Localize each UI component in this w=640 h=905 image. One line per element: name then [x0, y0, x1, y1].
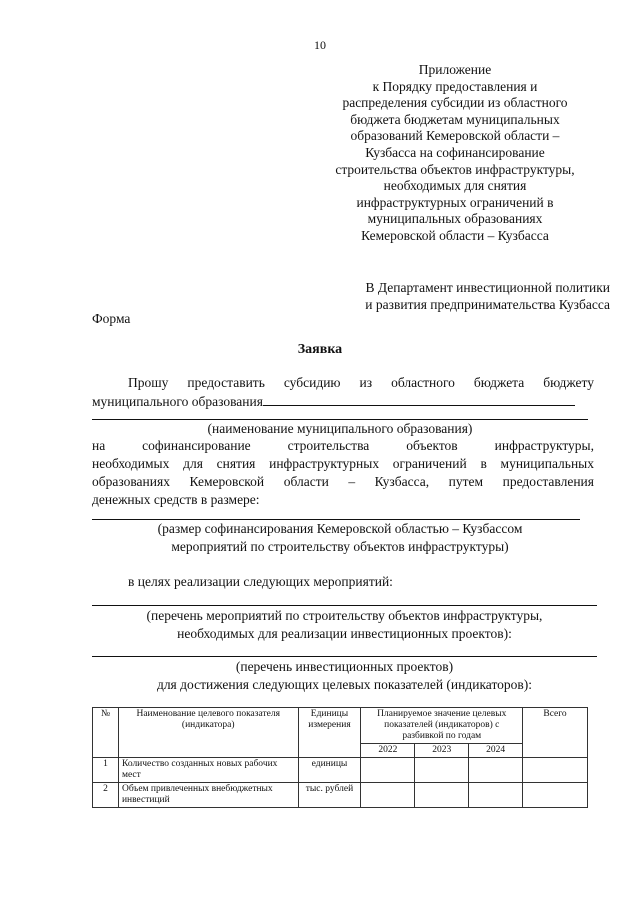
- cell-2023[interactable]: [415, 758, 469, 783]
- row-unit: единицы: [298, 758, 361, 783]
- appendix-line: Кузбасса на софинансирование: [365, 144, 545, 160]
- para-line: денежных средств в размере:: [92, 492, 260, 507]
- table-row: [93, 783, 588, 808]
- header-year: 2024: [469, 744, 523, 758]
- cell-2024[interactable]: [469, 783, 523, 808]
- caption-amount-1: (размер софинансирования Кемеровской областью – Кузбассом: [157, 521, 523, 536]
- appendix-line: инфраструктурных ограничений в: [356, 194, 554, 210]
- measures-line[interactable]: [92, 605, 597, 606]
- cell-2024[interactable]: [469, 758, 523, 783]
- appendix-line: бюджета бюджетам муниципальных: [350, 111, 560, 127]
- para-line: образованиях Кемеровской области – Кузбасса, путем предоставления: [92, 474, 594, 489]
- caption-projects-2: для достижения следующих целевых показателей (индикаторов):: [156, 677, 533, 692]
- cell-2023[interactable]: [415, 783, 469, 808]
- appendix-line: муниципальных образованиях: [367, 211, 543, 227]
- appendix-line: распределения субсидии из областного: [342, 95, 568, 111]
- header-name: Наименование целевого показателя (индикатора): [118, 708, 298, 758]
- caption-municipality: (наименование муниципального образования): [207, 421, 473, 436]
- request-line-1: Прошу предоставить субсидию из областного бюджета бюджету: [128, 375, 594, 390]
- municipality-line: [92, 419, 588, 420]
- appendix-line: образований Кемеровской области –: [350, 128, 560, 144]
- cell-2022[interactable]: [361, 758, 415, 783]
- cell-total[interactable]: [523, 783, 588, 808]
- caption-measures-1: (перечень мероприятий по строительству объектов инфраструктуры,: [146, 608, 543, 623]
- header-year: 2023: [415, 744, 469, 758]
- header-num: №: [93, 708, 119, 758]
- cell-2022[interactable]: [361, 783, 415, 808]
- municipality-blank[interactable]: [263, 393, 575, 406]
- para-line: на софинансирование строительства объектов инфраструктуры,: [92, 438, 594, 453]
- table-header-row: [93, 708, 588, 744]
- document-title: Заявка: [297, 342, 343, 357]
- appendix-line: Кемеровской области – Кузбасса: [361, 227, 549, 243]
- para-line: необходимых для снятия инфраструктурных ограничений в муниципальных: [92, 456, 594, 471]
- indicators-table: [92, 707, 588, 808]
- caption-measures-2: необходимых для реализации инвестиционных проектов):: [177, 626, 512, 641]
- row-num: 2: [93, 783, 119, 808]
- table-row: [93, 758, 588, 783]
- request-line-2-text: муниципального образования: [92, 394, 263, 409]
- appendix-line: Приложение: [418, 62, 492, 77]
- projects-line[interactable]: [92, 656, 597, 657]
- row-unit: тыс. рублей: [298, 783, 361, 808]
- row-num: 1: [93, 758, 119, 783]
- caption-amount-2: мероприятий по строительству объектов инфраструктуры): [171, 539, 509, 554]
- appendix-line: необходимых для снятия: [383, 178, 527, 194]
- appendix-line: строительства объектов инфраструктуры,: [335, 161, 575, 177]
- header-unit: Единицы измерения: [298, 708, 361, 758]
- request-paragraph: [92, 437, 594, 509]
- addressee-line: и развития предпринимательства Кузбасса: [365, 297, 610, 312]
- row-name: Количество созданных новых рабочих мест: [118, 758, 298, 783]
- addressee: [300, 279, 610, 313]
- appendix-line: к Порядку предоставления и: [372, 78, 538, 94]
- cell-total[interactable]: [523, 758, 588, 783]
- header-planned: Планируемое значение целевых показателей (индикаторов) с разбивкой по годам: [361, 708, 523, 744]
- page-number: 10: [314, 38, 326, 52]
- addressee-line: В Департамент инвестиционной политики: [365, 280, 610, 295]
- request-line-2: [92, 393, 575, 410]
- amount-line[interactable]: [92, 519, 580, 520]
- caption-projects-1: (перечень инвестиционных проектов): [235, 659, 454, 674]
- purpose-text: в целях реализации следующих мероприятий:: [128, 574, 393, 589]
- row-name: Объем привлеченных внебюджетных инвестиций: [118, 783, 298, 808]
- appendix-header: [300, 62, 610, 245]
- form-label: Форма: [92, 311, 131, 326]
- header-year: 2022: [361, 744, 415, 758]
- header-total: Всего: [523, 708, 588, 758]
